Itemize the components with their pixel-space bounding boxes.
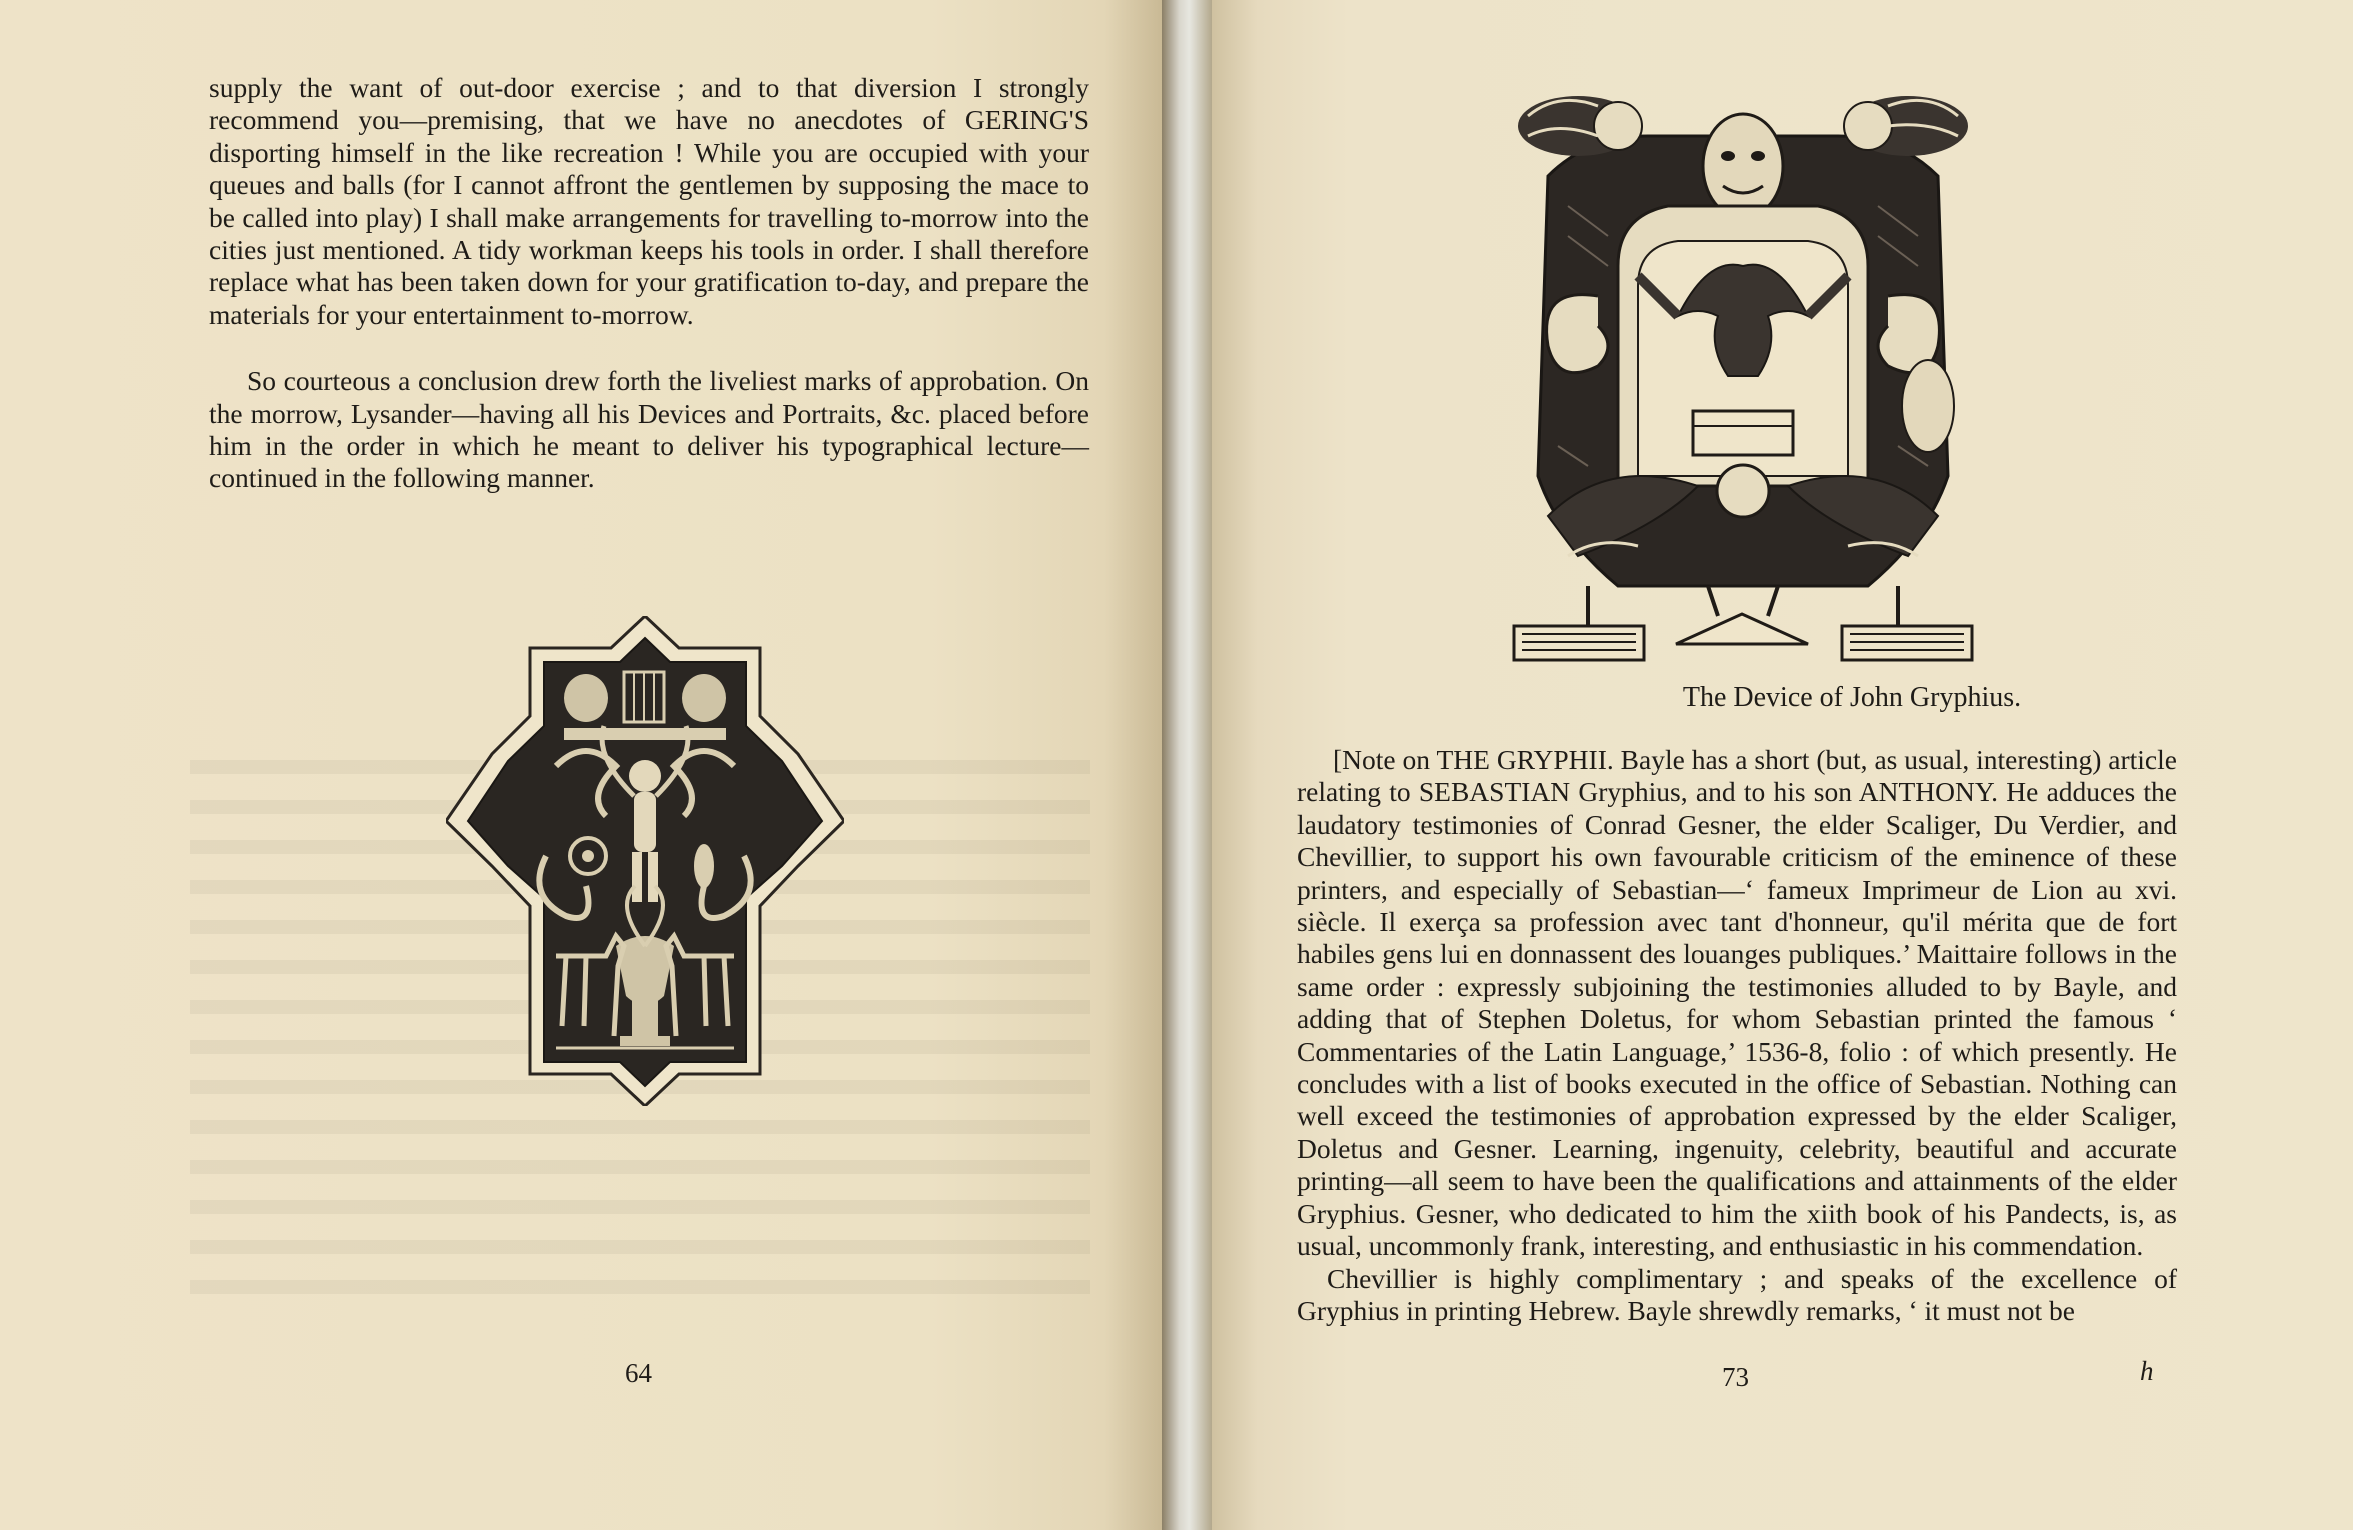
left-paragraph-1: supply the want of out-door exercise ; and to that diversion I strongly recommend you—premising, that we have no anecdotes of GERING'S disporting himself in the like recreation ! While you are occupied with your queues and balls (for I cannot affront the gentlemen by supposing the mace to be called into play) I shall make arrangements for travelling to-morrow into the cities just mentioned. A tidy workman keeps his tools in order. I shall therefore replace what has been taken down for your gratification to-day, and prepare the materials for your entertainment to-morrow. — [209, 72, 1089, 330]
signature-mark: h — [2140, 1356, 2154, 1386]
left-body-text — [209, 72, 1089, 495]
book-gutter — [1162, 0, 1212, 1530]
right-page — [1212, 0, 2353, 1530]
left-page — [0, 0, 1162, 1530]
gryphius-device-woodcut — [1508, 86, 1978, 666]
left-paragraph-2: So courteous a conclusion drew forth the liveliest marks of approbation. On the morrow, Lysander—having all his Devices and Portraits, &c. placed before him in the order in which he meant to deliver his typographical lecture—continued in the following manner. — [209, 365, 1089, 494]
right-paragraph-2: Chevillier is highly complimentary ; and speaks of the excellence of Gryphius in printing Hebrew. Bayle shrewdly remarks, ‘ it must not be — [1297, 1262, 2177, 1326]
right-paragraph-1: [Note on THE GRYPHII. Bayle has a short (but, as usual, interesting) article relating to SEBASTIAN Gryphius, and to his son ANTHONY. He adduces the laudatory testimonies of Conrad Gesner, the elder Scaliger, Du Verdier, and Chevillier, to support his own favourable criticism of the eminence of these printers, and especially of Sebastian—‘ fameux Imprimeur de Lion au xvi. siècle. Il exerça sa profession avec tant d'honneur, qu'il mérita que de fort habiles gens lui en donnassent des louanges publiques.’ Maittaire follows in the same order : expressly subjoining the testimonies alluded to by Bayle, and adding that of Stephen Doletus, for whom Sebastian printed the famous ‘ Commentaries of the Latin Language,’ 1536-8, folio : of which presently. He concludes with a list of books executed in the office of Sebastian. Nothing can well exceed the testimonies of approbation expressed by the elder Scaliger, Doletus and Gesner. Learning, ingenuity, celebrity, beautiful and accurate printing—all seem to have been the qualifications and attainments of the elder Gryphius. Gesner, who dedicated to him the xiith book of his Pandects, is, as usual, uncommonly frank, interesting, and enthusiastic in his commendation. — [1297, 744, 2177, 1262]
device-caption: The Device of John Gryphius. — [1682, 682, 2022, 713]
ornamental-woodcut — [446, 616, 844, 1106]
right-body-text — [1297, 744, 2177, 1327]
left-page-number: 64 — [625, 1358, 652, 1388]
right-page-number: 73 — [1722, 1362, 1749, 1392]
